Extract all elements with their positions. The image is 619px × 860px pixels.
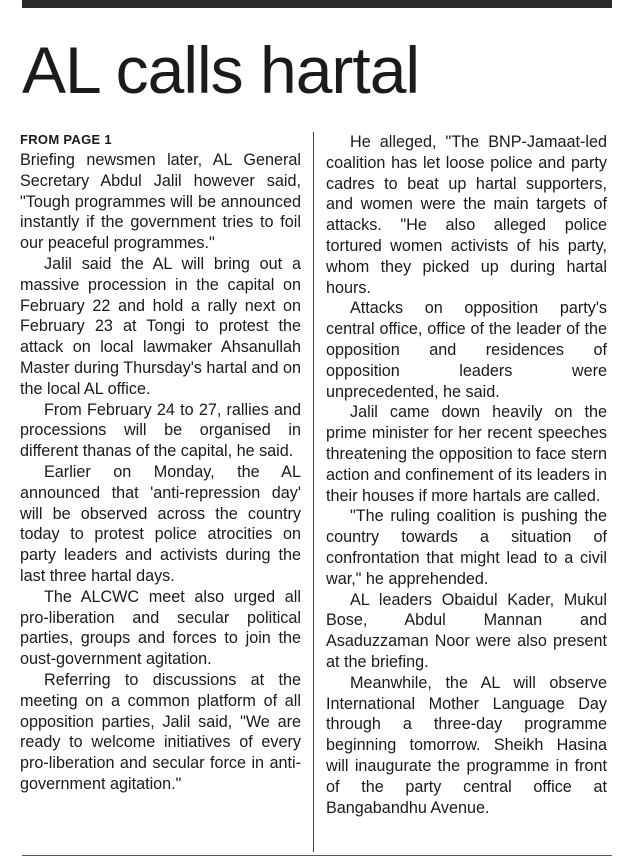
headline: AL calls hartal: [22, 33, 420, 107]
article-column-left: [20, 132, 301, 795]
paragraph: Earlier on Monday, the AL announced that 'anti-repression day' will be observed across the country today to protest police atrocities on party leaders and activists during the last three hartal days.: [20, 462, 301, 585]
paragraph: Meanwhile, the AL will observe International Mother Language Day through a three-day programme beginning tomorrow. Sheikh Hasina will inaugurate the programme in front of the party central office at Bangabandhu Avenue.: [326, 673, 607, 817]
paragraph: AL leaders Obaidul Kader, Mukul Bose, Abdul Mannan and Asaduzzaman Noor were also present at the briefing.: [326, 590, 607, 671]
paragraph: The ALCWC meet also urged all pro-liberation and secular political parties, groups and forces to join the oust-government agitation.: [20, 587, 301, 669]
paragraph: Referring to discussions at the meeting on a common platform of all opposition parties, Jalil said, "We are ready to welcome initiatives of every pro-liberation and secular force in anti-government agitation.": [20, 670, 301, 793]
kicker-from-page: FROM PAGE 1: [20, 132, 112, 147]
top-rule: [22, 0, 612, 8]
paragraph: "The ruling coalition is pushing the country towards a situation of confrontation that might lead to a civil war," he apprehended.: [326, 507, 607, 588]
paragraph: From February 24 to 27, rallies and processions will be organised in different thanas of the capital, he said.: [20, 400, 301, 461]
paragraph: Briefing newsmen later, AL General Secretary Abdul Jalil however said, "Tough programmes will be announced instantly if the government tries to foil our peaceful programmes.": [20, 151, 301, 253]
bottom-rule: [22, 855, 612, 856]
article-column-right: [326, 132, 607, 818]
paragraph: Jalil said the AL will bring out a massive procession in the capital on February 22 and hold a rally next on February 23 at Tongi to protest the attack on local lawmaker Ahsanullah Master during Thursday's hartal and on the local AL office.: [20, 254, 301, 398]
paragraph: Jalil came down heavily on the prime minister for her recent speeches threatening the opposition to face stern action and confinement of its leaders in their houses if more hartals are called.: [326, 403, 607, 505]
paragraph: Attacks on opposition party's central office, office of the leader of the opposition and residences of opposition leaders were unprecedented, he said.: [326, 299, 607, 401]
column-divider: [313, 132, 314, 852]
paragraph: He alleged, "The BNP-Jamaat-led coalition has let loose police and party cadres to beat up hartal supporters, and women were the main targets of attacks. "He also alleged police tortured women activists of his party, whom they picked up during hartal hours.: [326, 133, 607, 297]
